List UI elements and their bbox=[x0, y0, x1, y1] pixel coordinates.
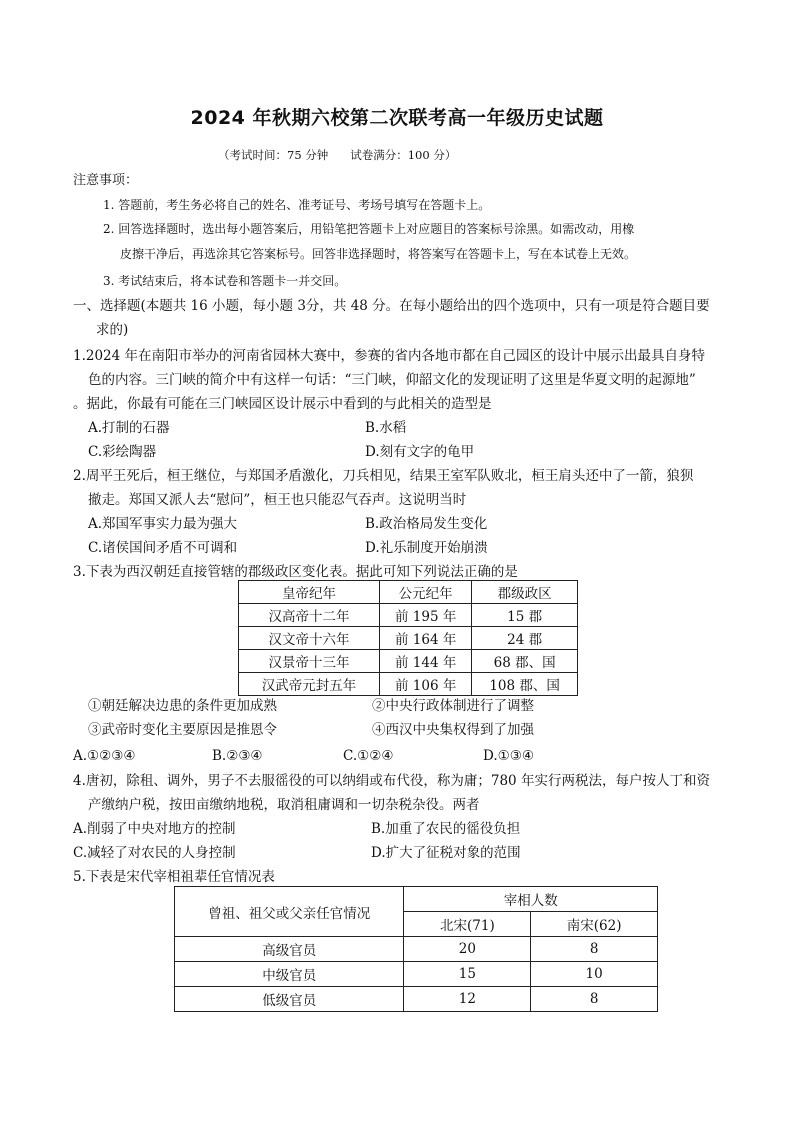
table-header-cell: 北宋(71) bbox=[404, 912, 531, 937]
question-1-text: 1.2024 年在南阳市举办的河南省园林大赛中，参赛的省内各地市都在自己园区的设计中展示出最具自身特 bbox=[73, 348, 706, 364]
han-commandery-table bbox=[238, 580, 578, 696]
table-cell: 15 郡 bbox=[472, 604, 578, 627]
notice-item: 皮擦干净后，再选涂其它答案标号。回答非选择题时，将答案写在答题卡上，写在本试卷上无效。 bbox=[120, 247, 637, 261]
question-3-statement: ②中央行政体制进行了调整 bbox=[372, 698, 534, 714]
table-cell: 10 bbox=[531, 962, 658, 987]
question-2-option-a: A.郑国军事实力最为强大 bbox=[88, 516, 238, 532]
question-3-text: 3.下表为西汉朝廷直接管辖的郡级政区变化表。据此可知下列说法正确的是 bbox=[73, 564, 518, 580]
notice-item: 1. 答题前，考生务必将自己的姓名、准考证号、考场号填写在答题卡上。 bbox=[103, 198, 491, 212]
question-1-option-c: C.彩绘陶器 bbox=[88, 444, 157, 460]
table-cell: 前 106 年 bbox=[380, 673, 472, 696]
question-1-option-a: A.打制的石器 bbox=[88, 420, 170, 436]
question-1-text: 。据此，你最有可能在三门峡园区设计展示中看到的与此相关的造型是 bbox=[73, 396, 492, 412]
table-cell: 12 bbox=[404, 987, 531, 1012]
notice-heading: 注意事项： bbox=[73, 173, 139, 188]
table-cell: 汉景帝十三年 bbox=[239, 650, 380, 673]
table-cell: 前 144 年 bbox=[380, 650, 472, 673]
song-chancellor-table bbox=[174, 886, 658, 1012]
question-1-option-d: D.刻有文字的龟甲 bbox=[365, 444, 475, 460]
question-1-option-b: B.水稻 bbox=[365, 420, 407, 436]
notice-item: 2. 回答选择题时，选出每小题答案后，用铅笔把答题卡上对应题目的答案标号涂黑。如需改动，用橡 bbox=[103, 222, 635, 236]
table-header-cell: 皇帝纪年 bbox=[239, 581, 380, 604]
table-cell: 15 bbox=[404, 962, 531, 987]
table-row bbox=[175, 987, 658, 1012]
exam-score: 试卷满分：100 分） bbox=[350, 148, 457, 162]
table-row bbox=[239, 650, 578, 673]
question-3-statement: ③武帝时变化主要原因是推恩令 bbox=[88, 722, 277, 738]
question-2-text: 2.周平王死后，桓王继位，与郑国矛盾激化，刀兵相见，结果王室军队败北，桓王肩头还中了一箭，狼狈 bbox=[73, 468, 694, 484]
table-cell: 24 郡 bbox=[472, 627, 578, 650]
question-3-option-a: A.①②③④ bbox=[73, 748, 136, 764]
question-2-option-b: B.政治格局发生变化 bbox=[365, 516, 488, 532]
table-row bbox=[239, 673, 578, 696]
table-row bbox=[175, 962, 658, 987]
question-4-text: 4.唐初，除租、调外，男子不去服徭役的可以纳绢或布代役，称为庸；780 年实行两税法，每户按人丁和资 bbox=[73, 773, 710, 789]
question-3-option-d: D.①③④ bbox=[483, 748, 534, 764]
table-cell: 中级官员 bbox=[175, 962, 404, 987]
question-2-option-c: C.诸侯国间矛盾不可调和 bbox=[88, 540, 238, 556]
question-4-text: 产缴纳户税，按田亩缴纳地税，取消租庸调和一切杂税杂役。两者 bbox=[88, 797, 480, 813]
table-cell: 汉高帝十二年 bbox=[239, 604, 380, 627]
table-row bbox=[239, 627, 578, 650]
notice-item: 3. 考试结束后，将本试卷和答题卡一并交回。 bbox=[103, 274, 347, 288]
table-cell: 108 郡、国 bbox=[472, 673, 578, 696]
table-cell: 前 195 年 bbox=[380, 604, 472, 627]
question-4-option-b: B.加重了农民的徭役负担 bbox=[371, 821, 521, 837]
page-title: 2024 年秋期六校第二次联考高一年级历史试题 bbox=[190, 107, 604, 129]
question-3-statement: ④西汉中央集权得到了加强 bbox=[372, 722, 534, 738]
table-header-cell: 郡级政区 bbox=[472, 581, 578, 604]
table-cell: 高级官员 bbox=[175, 937, 404, 962]
table-cell: 汉武帝元封五年 bbox=[239, 673, 380, 696]
table-header-cell: 南宋(62) bbox=[531, 912, 658, 937]
question-3-statement: ①朝廷解决边患的条件更加成熟 bbox=[88, 698, 277, 714]
question-2-text: 撤走。郑国又派人去“慰问”，桓王也只能忍气吞声。这说明当时 bbox=[88, 492, 467, 508]
table-cell: 低级官员 bbox=[175, 987, 404, 1012]
exam-info bbox=[218, 147, 456, 163]
table-header-row bbox=[175, 887, 658, 912]
table-cell: 68 郡、国 bbox=[472, 650, 578, 673]
table-header-cell: 宰相人数 bbox=[404, 887, 658, 912]
table-header-cell: 曾祖、祖父或父亲任官情况 bbox=[175, 887, 404, 937]
question-4-option-c: C.减轻了对农民的人身控制 bbox=[73, 845, 236, 861]
section-heading: 一、选择题(本题共 16 小题，每小题 3分，共 48 分。在每小题给出的四个选项中，只有一项是符合题目要 bbox=[73, 298, 710, 314]
section-heading: 求的) bbox=[96, 322, 129, 338]
table-cell: 20 bbox=[404, 937, 531, 962]
question-1-text: 色的内容。三门峡的简介中有这样一句话：“三门峡，仰韶文化的发现证明了这里是华夏文明的起源地” bbox=[88, 372, 696, 388]
question-3-option-c: C.①②④ bbox=[343, 748, 394, 764]
question-4-option-a: A.削弱了中央对地方的控制 bbox=[73, 821, 236, 837]
table-row bbox=[239, 604, 578, 627]
question-3-option-b: B.②③④ bbox=[212, 748, 263, 764]
question-2-option-d: D.礼乐制度开始崩溃 bbox=[365, 540, 488, 556]
table-row bbox=[175, 937, 658, 962]
table-header-row bbox=[239, 581, 578, 604]
table-cell: 8 bbox=[531, 987, 658, 1012]
question-4-option-d: D.扩大了征税对象的范围 bbox=[371, 845, 521, 861]
question-5-text: 5.下表是宋代宰相祖辈任官情况表 bbox=[73, 869, 275, 885]
table-header-cell: 公元纪年 bbox=[380, 581, 472, 604]
table-cell: 8 bbox=[531, 937, 658, 962]
table-cell: 前 164 年 bbox=[380, 627, 472, 650]
exam-time: （考试时间：75 分钟 bbox=[218, 148, 329, 162]
table-cell: 汉文帝十六年 bbox=[239, 627, 380, 650]
